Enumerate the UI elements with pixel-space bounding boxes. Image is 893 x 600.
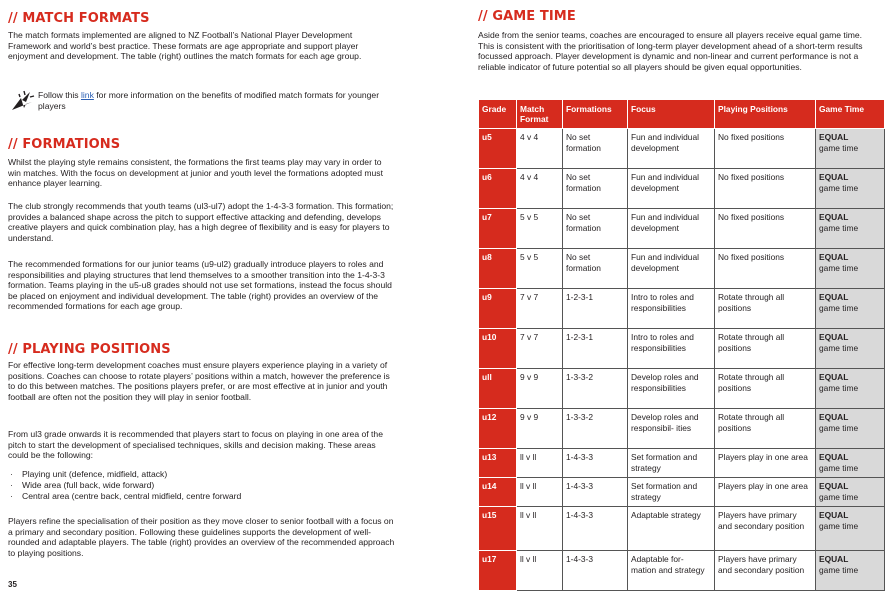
formations-paragraph-3: The recommended formations for our junior teams (u9-ul2) gradually introduce players to roles and responsibilities and playing structures that lend themselves to a smoother transition into the 1-4-3-3 formation. Teams playing in the u5-u8 grades should not use set formations, instead the focus should be placed on enjoyment and individual development. The table (right) provides an overview of the recommended formations for each age group. (8, 259, 392, 312)
match-formats-paragraph: The match formats implemented are aligned to NZ Football’s National Player Development Framework and world’s best practice. These formats are age appropriate and support player enjoyment and development. The table (right) outlines the match formats for each age group. (8, 30, 362, 62)
grade-cell: u7 (479, 209, 517, 249)
match-format-cell: 5 v 5 (517, 209, 563, 249)
grade-cell: u17 (479, 551, 517, 591)
formation-cell: 1-3-3-2 (563, 409, 628, 449)
formation-cell: 1-4-3-3 (563, 449, 628, 478)
match-formats-heading: // MATCH FORMATS (8, 11, 150, 26)
formation-cell: 1-2-3-1 (563, 289, 628, 329)
positions-cell: Rotate through all positions (715, 369, 816, 409)
focus-cell: Adaptable strategy (628, 507, 715, 551)
positions-cell: No fixed positions (715, 169, 816, 209)
match-format-cell: 4 v 4 (517, 129, 563, 169)
game-time-label: game time (819, 564, 859, 575)
match-format-cell: ll v ll (517, 478, 563, 507)
formation-cell: 1-4-3-3 (563, 551, 628, 591)
match-format-cell: 9 v 9 (517, 369, 563, 409)
match-format-cell: ll v ll (517, 507, 563, 551)
match-format-cell: 9 v 9 (517, 409, 563, 449)
table-row (479, 289, 885, 329)
match-format-cell: ll v ll (517, 449, 563, 478)
header-match-format: Match Format (517, 100, 563, 129)
match-format-cell: 5 v 5 (517, 249, 563, 289)
positions-cell: Players play in one area (715, 449, 816, 478)
game-time-label: game time (819, 142, 859, 153)
focus-cell: Adaptable for- mation and strategy (628, 551, 715, 591)
match-format-cell: ll v ll (517, 551, 563, 591)
formation-cell: No set formation (563, 169, 628, 209)
game-time-cell (816, 129, 885, 169)
game-time-equal: EQUAL (819, 332, 849, 342)
grade-cell: u6 (479, 169, 517, 209)
formation-cell: No set formation (563, 209, 628, 249)
formation-cell: 1-3-3-2 (563, 369, 628, 409)
game-time-equal: EQUAL (819, 252, 849, 262)
page-number: 35 (8, 580, 17, 589)
game-time-cell (816, 551, 885, 591)
grade-cell: ull (479, 369, 517, 409)
table-row (479, 507, 885, 551)
grade-cell: u12 (479, 409, 517, 449)
grade-cell: u10 (479, 329, 517, 369)
game-time-equal: EQUAL (819, 481, 849, 491)
list-item: · Wide area (full back, wide forward) (8, 480, 241, 491)
focus-cell: Set formation and strategy (628, 449, 715, 478)
focus-cell: Intro to roles and responsibilities (628, 329, 715, 369)
focus-cell: Fun and individual development (628, 169, 715, 209)
follow-text (38, 90, 394, 111)
header-formations: Formations (563, 100, 628, 129)
positions-cell: Players play in one area (715, 478, 816, 507)
focus-cell: Intro to roles and responsibilities (628, 289, 715, 329)
table-row (479, 249, 885, 289)
game-time-equal: EQUAL (819, 412, 849, 422)
pitch-areas-list (8, 469, 241, 502)
positions-cell: No fixed positions (715, 129, 816, 169)
game-time-equal: EQUAL (819, 212, 849, 222)
game-time-label: game time (819, 222, 859, 233)
game-time-label: game time (819, 342, 859, 353)
positions-cell: Rotate through all positions (715, 289, 816, 329)
game-time-cell (816, 449, 885, 478)
positions-cell: Rotate through all positions (715, 409, 816, 449)
cursor-click-icon (8, 88, 36, 116)
formation-cell: No set formation (563, 129, 628, 169)
game-time-cell (816, 249, 885, 289)
game-time-equal: EQUAL (819, 510, 849, 520)
playing-positions-paragraph-2: From ul3 grade onwards it is recommended that players start to focus on playing in one area of the pitch to start the development of specialised techniques, skills and decision making. These areas could be the following: (8, 429, 383, 461)
table-row (479, 169, 885, 209)
grade-cell: u14 (479, 478, 517, 507)
table-row (479, 449, 885, 478)
positions-cell: Players have primary and secondary position (715, 507, 816, 551)
focus-cell: Develop roles and responsibilities (628, 369, 715, 409)
game-time-heading: // GAME TIME (478, 9, 576, 24)
grade-cell: u9 (479, 289, 517, 329)
focus-cell: Set formation and strategy (628, 478, 715, 507)
game-time-label: game time (819, 520, 859, 531)
game-time-label: game time (819, 382, 859, 393)
game-time-cell (816, 289, 885, 329)
game-time-label: game time (819, 182, 859, 193)
focus-cell: Develop roles and responsibil- ities (628, 409, 715, 449)
table-row (479, 209, 885, 249)
positions-cell: Players have primary and secondary position (715, 551, 816, 591)
game-time-cell (816, 329, 885, 369)
positions-cell: Rotate through all positions (715, 329, 816, 369)
age-group-table (478, 99, 885, 591)
game-time-cell (816, 507, 885, 551)
game-time-cell (816, 409, 885, 449)
match-format-cell: 7 v 7 (517, 289, 563, 329)
formations-heading: // FORMATIONS (8, 137, 121, 152)
positions-cell: No fixed positions (715, 249, 816, 289)
focus-cell: Fun and individual development (628, 129, 715, 169)
table-row (479, 551, 885, 591)
more-info-link[interactable]: link (80, 90, 94, 100)
playing-positions-paragraph-3: Players refine the specialisation of their position as they move closer to senior football with a focus on a primary and secondary position. Following these guidelines supports the development of well-rounded and adaptable players. The table (right) provides an overview of the recommended approach to playing positions. (8, 516, 395, 558)
game-time-cell (816, 478, 885, 507)
game-time-equal: EQUAL (819, 132, 849, 142)
formation-cell: 1-4-3-3 (563, 507, 628, 551)
table-row (479, 478, 885, 507)
game-time-label: game time (819, 462, 859, 473)
formations-paragraph-1: Whilst the playing style remains consistent, the formations the first teams play may vary in order to win matches. With the focus on development at junior and youth level the formations adopted must enhance player learning. (8, 157, 383, 189)
formation-cell: No set formation (563, 249, 628, 289)
header-grade: Grade (479, 100, 517, 129)
match-format-cell: 7 v 7 (517, 329, 563, 369)
game-time-label: game time (819, 491, 859, 502)
positions-cell: No fixed positions (715, 209, 816, 249)
table-header-row (479, 100, 885, 129)
follow-prefix: Follow this (38, 90, 79, 100)
game-time-equal: EQUAL (819, 292, 849, 302)
grade-cell: u15 (479, 507, 517, 551)
game-time-label: game time (819, 302, 859, 313)
list-item: · Playing unit (defence, midfield, attack) (8, 469, 241, 480)
table-row (479, 409, 885, 449)
table-row (479, 329, 885, 369)
header-focus: Focus (628, 100, 715, 129)
grade-cell: u5 (479, 129, 517, 169)
table-row (479, 369, 885, 409)
header-game-time: Game Time (816, 100, 885, 129)
formation-cell: 1-4-3-3 (563, 478, 628, 507)
game-time-equal: EQUAL (819, 452, 849, 462)
list-item: · Central area (centre back, central midfield, centre forward (8, 491, 241, 502)
header-playing-positions: Playing Positions (715, 100, 816, 129)
follow-suffix: for more information on the benefits of modified match formats for younger players (38, 90, 380, 111)
game-time-equal: EQUAL (819, 172, 849, 182)
game-time-label: game time (819, 262, 859, 273)
formations-paragraph-2: The club strongly recommends that youth teams (ul3-ul7) adopt the 1-4-3-3 formation. This formation; provides a balanced shape across the pitch to support effective attacking and defending, develops creative players and quick combination play, has a high degree of flexibility and is easy for players to understand. (8, 201, 394, 243)
game-time-equal: EQUAL (819, 372, 849, 382)
grade-cell: u13 (479, 449, 517, 478)
game-time-cell (816, 209, 885, 249)
playing-positions-heading: // PLAYING POSITIONS (8, 342, 171, 357)
grade-cell: u8 (479, 249, 517, 289)
formation-cell: 1-2-3-1 (563, 329, 628, 369)
game-time-cell (816, 369, 885, 409)
game-time-paragraph: Aside from the senior teams, coaches are encouraged to ensure all players receive equal game time. This is consistent with the prioritisation of long-term player development ahead of a short-term results focussed approach. Player development is dynamic and non-linear and current performance is not a reliable indicator of future potential so all players should be given equal opportunities. (478, 30, 863, 72)
table-body (479, 129, 885, 591)
game-time-equal: EQUAL (819, 554, 849, 564)
game-time-label: game time (819, 422, 859, 433)
match-format-cell: 4 v 4 (517, 169, 563, 209)
playing-positions-paragraph-1: For effective long-term development coaches must ensure players experience playing in a variety of positions. Coaches can choose to rotate players’ positions within a match, however the preference is to do this between matches. The positions players prefer, or are most effective at in junior and youth football are often not the position they will play in senior football. (8, 360, 390, 402)
table-row (479, 129, 885, 169)
focus-cell: Fun and individual development (628, 209, 715, 249)
follow-link-callout (8, 88, 396, 118)
game-time-cell (816, 169, 885, 209)
focus-cell: Fun and individual development (628, 249, 715, 289)
